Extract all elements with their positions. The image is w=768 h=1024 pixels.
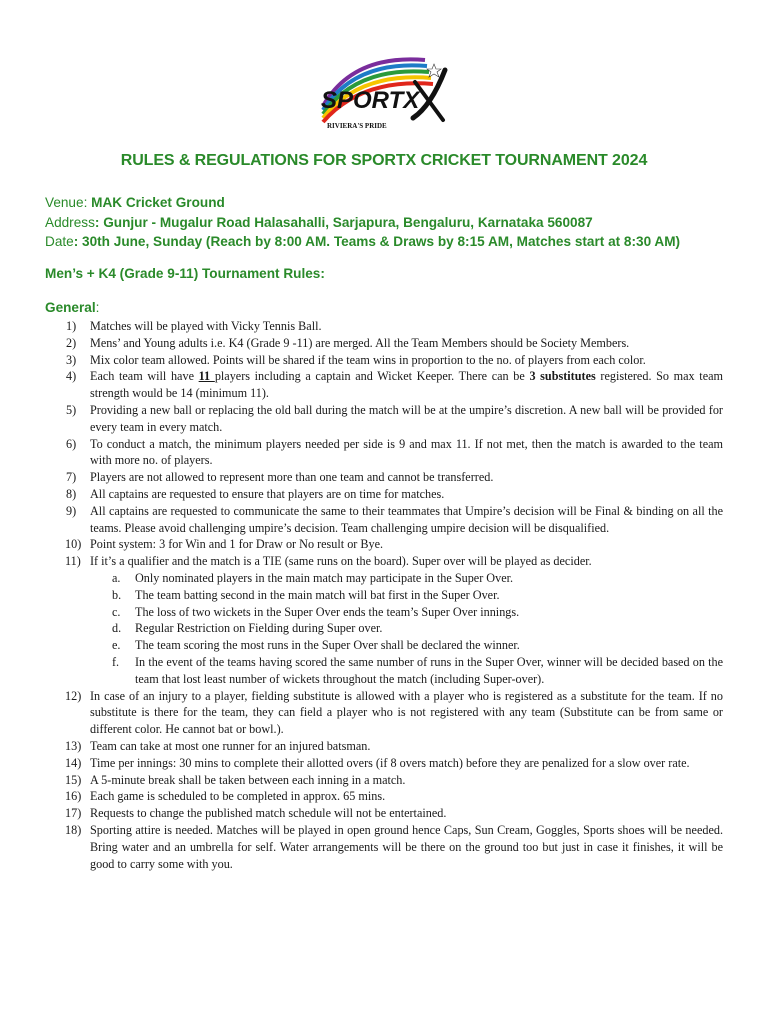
event-info: [45, 193, 735, 252]
address-value: Gunjur - Mugalur Road Halasahalli, Sarjapura, Bengaluru, Karnataka 560087: [103, 214, 593, 230]
rule-item: 2) Mens’ and Young adults i.e. K4 (Grade 9 -11) are merged. All the Team Members should be Society Members.: [66, 335, 630, 350]
logo-brand: SPORTX: [321, 87, 420, 114]
star-icon: [427, 64, 441, 77]
general-label: General: [45, 300, 96, 315]
rule-item: 10) Point system: 3 for Win and 1 for Draw or No result or Bye.: [65, 537, 384, 552]
rule-item: 16) Each game is scheduled to be completed in approx. 65 mins.: [65, 789, 386, 804]
address-label: Address: [45, 214, 95, 230]
rule-item: 17) Requests to change the published match schedule will not be entertained.: [65, 806, 447, 821]
sub-rule-item: f. In the event of the teams having scored the same number of runs in the Super Over, winner will be decided based on the team that lost least number of wickets throughout the match (including Super-over).: [112, 654, 723, 686]
sub-rule-item: d. Regular Restriction on Fielding during Super over.: [112, 621, 383, 636]
rule-item: 6) To conduct a match, the minimum players needed per side is 9 and max 11. If not met, then the match is awarded to the team with more no. of players.: [66, 436, 723, 468]
venue-label: Venue: [45, 195, 84, 210]
rule-item: 14) Time per innings: 30 mins to complete their allotted overs (if 8 overs match) before they are penalized for a slow over rate.: [65, 755, 690, 770]
logo-tagline: RIVIERA'S PRIDE: [327, 122, 387, 130]
rule-item: 5) Providing a new ball or replacing the old ball during the match will be at the umpire’s discretion. A new ball will be provided for every team in every match.: [66, 402, 723, 434]
rule-item: 7) Players are not allowed to represent more than one team and cannot be transferred.: [66, 470, 494, 485]
team-size-emphasis: 11: [198, 369, 215, 384]
date-line: Date: 30th June, Sunday (Reach by 8:00 AM. Teams & Draws by 8:15 AM, Matches start at 8:30 AM): [45, 234, 681, 249]
sub-rule-item: c. The loss of two wickets in the Super Over ends the team’s Super Over innings.: [112, 604, 520, 619]
rule-item: 11) If it’s a qualifier and the match is a TIE (same runs on the board). Super over will be played as decider.: [65, 554, 592, 569]
sub-rule-item: e. The team scoring the most runs in the Super Over shall be declared the winner.: [112, 638, 520, 653]
rule-item: 13) Team can take at most one runner for an injured batsman.: [65, 738, 371, 753]
sub-rule-item: b. The team batting second in the main match will bat first in the Super Over.: [112, 587, 500, 602]
substitutes-emphasis: 3 substitutes: [529, 369, 596, 384]
general-heading: General:: [45, 300, 100, 315]
venue-line: Venue: MAK Cricket Ground: [45, 195, 225, 210]
sportx-logo: [313, 48, 455, 134]
rule-item: 9) All captains are requested to communicate the same to their teammates that Umpire’s decision will be Final & binding on all the teams. Please avoid challenging umpire’s decision. Team challenging umpire decision will be disqualified.: [66, 503, 723, 535]
rule-item: 15) A 5-minute break shall be taken between each inning in a match.: [65, 772, 406, 787]
venue-value: MAK Cricket Ground: [91, 195, 225, 210]
rule-item: 3) Mix color team allowed. Points will be shared if the team wins in proportion to the no. of players from each color.: [66, 352, 646, 367]
rule-item: 8) All captains are requested to ensure that players are on time for matches.: [66, 486, 445, 501]
rule-item: 12) In case of an injury to a player, fielding substitute is allowed with a player who is registered as a substitute for the team. If no substitute is there for the team, they can field a player who is not registered with any team (Substitute can be from same or different color. He cannot bat or bowl.).: [65, 688, 723, 737]
sub-rule-item: a. Only nominated players in the main match may participate in the Super Over.: [112, 570, 514, 585]
address-line: Address: Gunjur - Mugalur Road Halasahalli, Sarjapura, Bengaluru, Karnataka 560087: [45, 214, 593, 230]
rule-item: 4) Each team will have 11 players including a captain and Wicket Keeper. There can be 3 substitutes registered. So max team strength would be 14 (minimum 11).: [66, 369, 723, 401]
date-label: Date: [45, 234, 74, 249]
rules-list: [45, 318, 723, 872]
date-value: 30th June, Sunday (Reach by 8:00 AM. Teams & Draws by 8:15 AM, Matches start at 8:30 AM): [82, 234, 681, 249]
document-title: RULES & REGULATIONS FOR SPORTX CRICKET TOURNAMENT 2024: [120, 152, 648, 169]
section-heading: Men’s + K4 (Grade 9-11) Tournament Rules:: [45, 266, 325, 281]
rule-item: 18) Sporting attire is needed. Matches will be played in open ground hence Caps, Sun Cream, Goggles, Sports shoes will be needed. Bring water and an umbrella for self. Water arrangements will be there on the ground too but just in case it finishes, it will be good to carry some with you.: [65, 822, 723, 871]
rule-item: 1) Matches will be played with Vicky Tennis Ball.: [66, 319, 322, 333]
